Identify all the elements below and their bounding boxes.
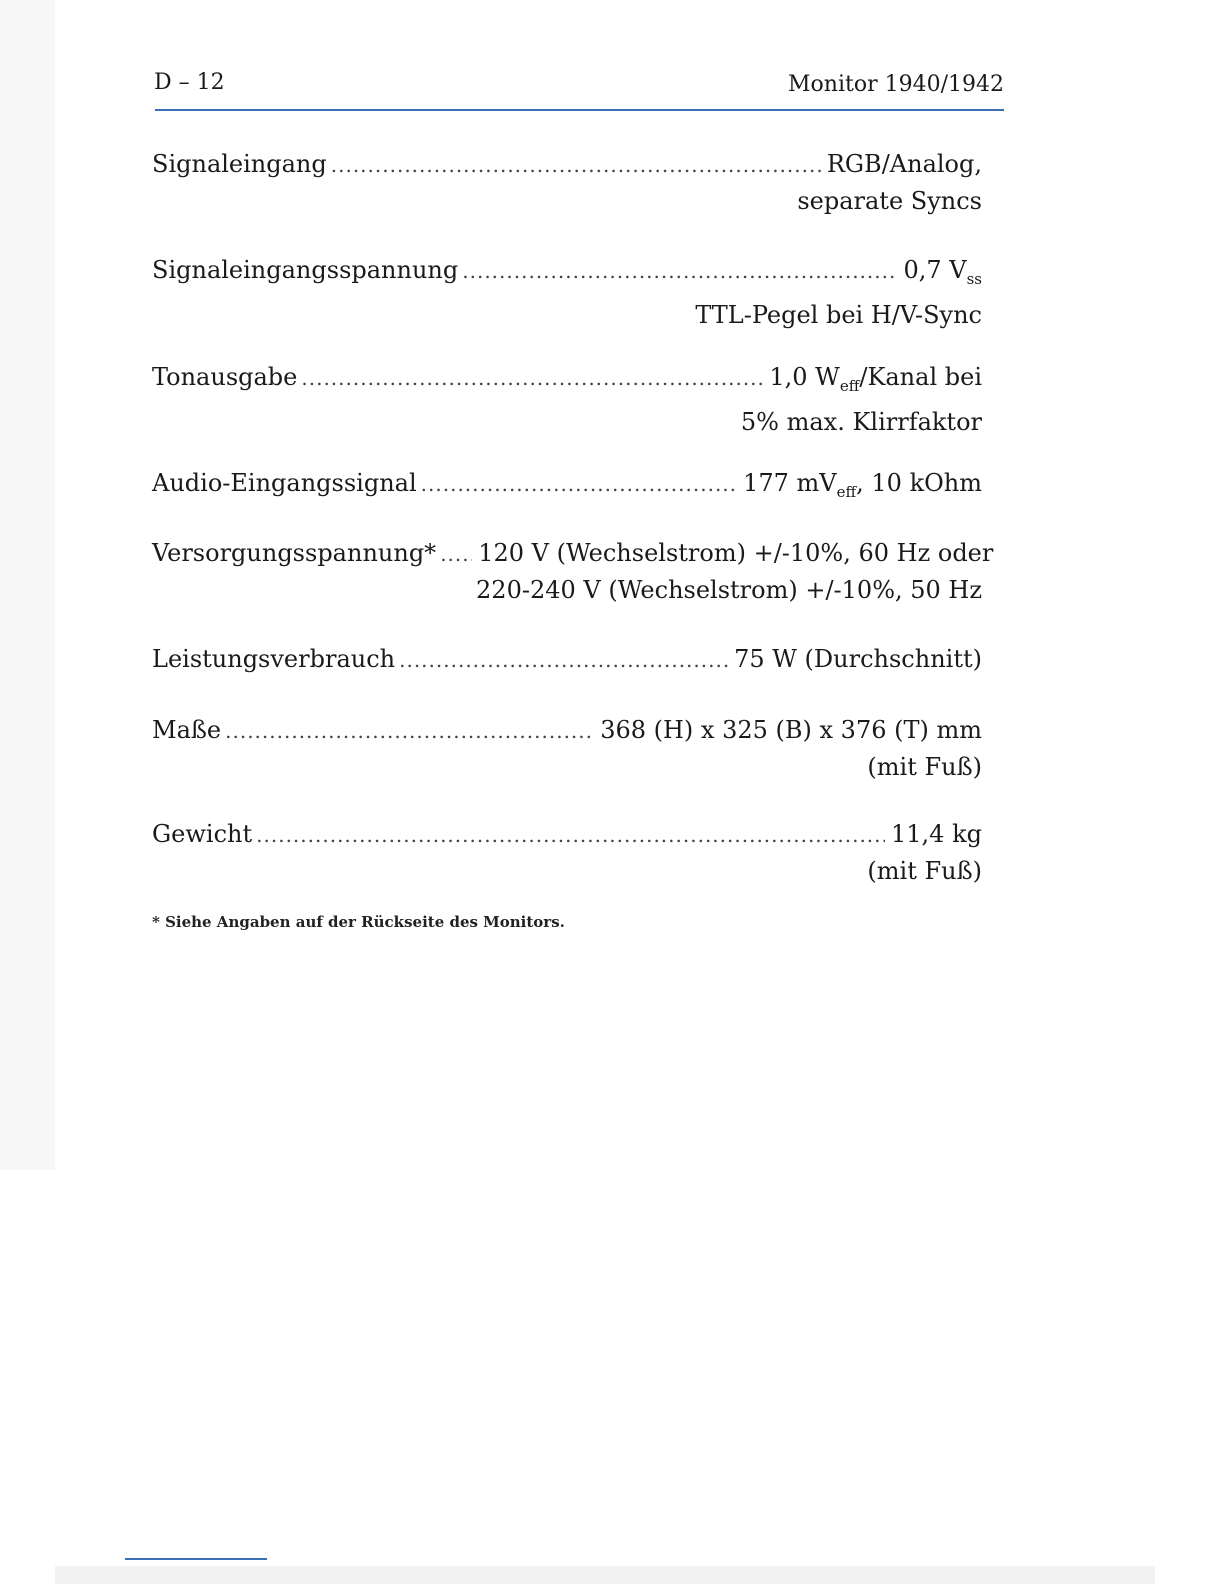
dot-leader <box>440 536 472 572</box>
dot-leader <box>462 253 897 289</box>
spec-tonausgabe <box>152 359 982 440</box>
spec-value: 75 W (Durchschnitt) <box>734 645 982 673</box>
spec-value-continued: 5% max. Klirrfaktor <box>740 407 982 436</box>
document-title: Monitor 1940/1942 <box>788 72 1004 97</box>
page-number: D – 12 <box>154 70 225 95</box>
scan-edge-bottom <box>55 1566 1155 1584</box>
spec-signaleingangsspannung <box>152 252 982 333</box>
footer-divider <box>125 1558 267 1560</box>
page-header <box>154 70 1004 102</box>
scan-edge-left <box>0 0 55 1170</box>
spec-value-continued: 220-240 V (Wechselstrom) +/-10%, 50 Hz <box>476 576 982 604</box>
dot-leader <box>421 466 737 502</box>
spec-value-continued: (mit Fuß) <box>867 857 982 885</box>
dot-leader <box>331 147 821 183</box>
spec-gewicht <box>152 816 982 889</box>
spec-versorgungsspannung <box>152 535 994 608</box>
spec-value: 0,7 $V_{ss}$ <box>903 256 982 288</box>
dot-leader <box>301 360 763 396</box>
spec-value: RGB/Analog, <box>826 150 982 178</box>
spec-label: Audio-Eingangssignal <box>152 469 417 497</box>
spec-label: Versorgungsspannung* <box>152 539 437 567</box>
header-divider <box>155 109 1004 111</box>
spec-audio-eingangssignal <box>152 465 982 510</box>
spec-value: 120 V (Wechselstrom) +/-10%, 60 Hz oder <box>478 539 994 567</box>
dot-leader <box>399 642 728 678</box>
dot-leader <box>256 817 885 853</box>
spec-value: 1,0 $W_{eff}$/Kanal bei <box>769 363 982 395</box>
spec-label: Maße <box>152 716 222 744</box>
footnote: * Siehe Angaben auf der Rückseite des Monitors. <box>152 913 565 931</box>
spec-value: 11,4 kg <box>891 820 982 848</box>
dot-leader <box>225 713 594 749</box>
spec-value: 177 $mV_{eff}$, 10 kOhm <box>743 469 982 501</box>
spec-label: Signaleingang <box>152 150 327 178</box>
spec-value-continued: separate Syncs <box>797 187 982 215</box>
spec-label: Tonausgabe <box>152 363 298 391</box>
spec-value: 368 (H) x 325 (B) x 376 (T) mm <box>600 716 982 744</box>
spec-value-continued: (mit Fuß) <box>867 753 982 781</box>
spec-leistungsverbrauch <box>152 641 982 678</box>
spec-label: Leistungsverbrauch <box>152 645 396 673</box>
spec-masse <box>152 712 982 785</box>
spec-value-continued: TTL-Pegel bei H/V-Sync <box>695 300 982 329</box>
spec-signaleingang <box>152 146 982 219</box>
spec-label: Gewicht <box>152 820 253 848</box>
spec-label: Signaleingangsspannung <box>152 256 459 284</box>
